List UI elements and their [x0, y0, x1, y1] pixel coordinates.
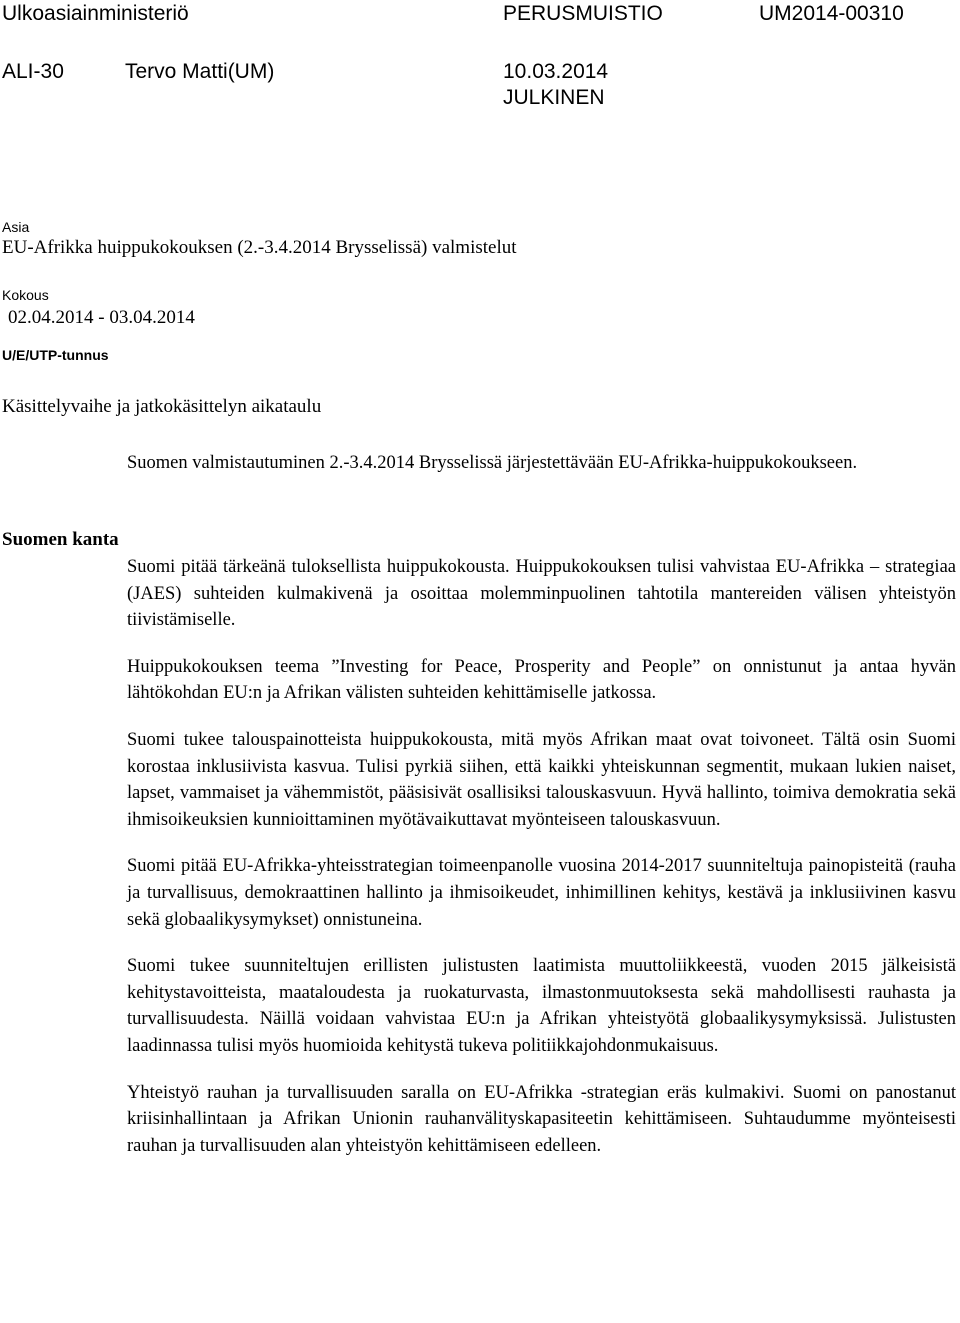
kanta-paragraph-6: Yhteistyö rauhan ja turvallisuuden saralla on EU-Afrikka -strategian eräs kulmakivi. Suomi on panostanut kriisinhallintaan ja Afrikan Unionin rauhanvälityskapasiteetin kehittämiseen. Suhtaudumme myönteisesti rauhan ja turvallisuuden alan yhteistyön kehittämiseen edelleen.	[127, 1082, 956, 1156]
unit-code: ALI-30	[2, 60, 64, 83]
document-number: UM2014-00310	[759, 2, 904, 25]
tunnus-label: U/E/UTP-tunnus	[2, 347, 109, 363]
organization-name: Ulkoasiainministeriö	[2, 2, 189, 25]
kokous-value: 02.04.2014 - 03.04.2014	[8, 307, 195, 328]
kanta-paragraph-1: Suomi pitää tärkeänä tuloksellista huippukokousta. Huippukokouksen tulisi vahvistaa EU-Afrikka – strategiaa (JAES) suhteiden kulmakivenä ja osoittaa molemminpuolinen tahtotila mantereiden välisen yhteistyön tiivistämiselle.	[127, 557, 956, 631]
kanta-paragraph-3: Suomi tukee talouspainotteista huippukokousta, mitä myös Afrikan maat ovat toivoneet. Tältä osin Suomi korostaa inklusiivista kasvua. Tulisi pyrkiä siihen, että kaikki yhteiskunnan segmentit, mukaan lukien naiset, lapset, vammaiset ja vähemmistöt, pääsisivät osallisiksi talouskasvuun. Hyvä hallinto, toimiva demokratia sekä ihmisoikeuksien kunnioittaminen myötävaikuttavat myönteiseen talouskasvuun.	[127, 729, 956, 830]
suomen-kanta-label: Suomen kanta	[2, 529, 119, 550]
author-name: Tervo Matti(UM)	[125, 60, 275, 83]
kanta-paragraph-5: Suomi tukee suunniteltujen erillisten julistusten laatimista muuttoliikkeestä, vuoden 2015 jälkeisistä kehitystavoitteista, maataloudesta ja ruokaturvasta, ilmastonmuutoksesta sekä mahdollisesti rauhasta ja turvallisuudesta. Näillä voidaan vahvistaa EU:n ja Afrikan yhteistyötä globaalikysymyksissä. Julistusten laadinnassa tulisi myös huomioida kehitystä tukeva politiikkajohdonmukaisuus.	[127, 956, 956, 1056]
classification: JULKINEN	[503, 86, 605, 109]
kanta-paragraph-2: Huippukokouksen teema ”Investing for Peace, Prosperity and People” on onnistunut ja antaa hyvän lähtökohdan EU:n ja Afrikan välisten suhteiden kehittämiselle jatkossa.	[127, 656, 956, 704]
kanta-intro: Suomen valmistautuminen 2.-3.4.2014 Brysselissä järjestettävään EU-Afrikka-huippukokoukseen.	[127, 453, 858, 473]
asia-label: Asia	[2, 219, 30, 235]
kanta-paragraph-4: Suomi pitää EU-Afrikka-yhteisstrategian toimeenpanolle vuosina 2014-2017 suunniteltuja painopisteitä (rauha ja turvallisuus, demokraattinen hallinto ja ihmisoikeudet, inhimillinen kehitys, kestävä ja inklusiivinen kasvu sekä globaalikysymykset) onnistuneina.	[127, 856, 956, 930]
kanta-body	[127, 554, 956, 1179]
kasittelyvaihe-label: Käsittelyvaihe ja jatkokäsittelyn aikataulu	[2, 396, 322, 417]
document-type: PERUSMUISTIO	[503, 2, 663, 25]
document-date: 10.03.2014	[503, 60, 609, 83]
asia-value: EU-Afrikka huippukokouksen (2.-3.4.2014 Brysselissä) valmistelut	[2, 237, 517, 258]
kokous-label: Kokous	[2, 287, 49, 303]
